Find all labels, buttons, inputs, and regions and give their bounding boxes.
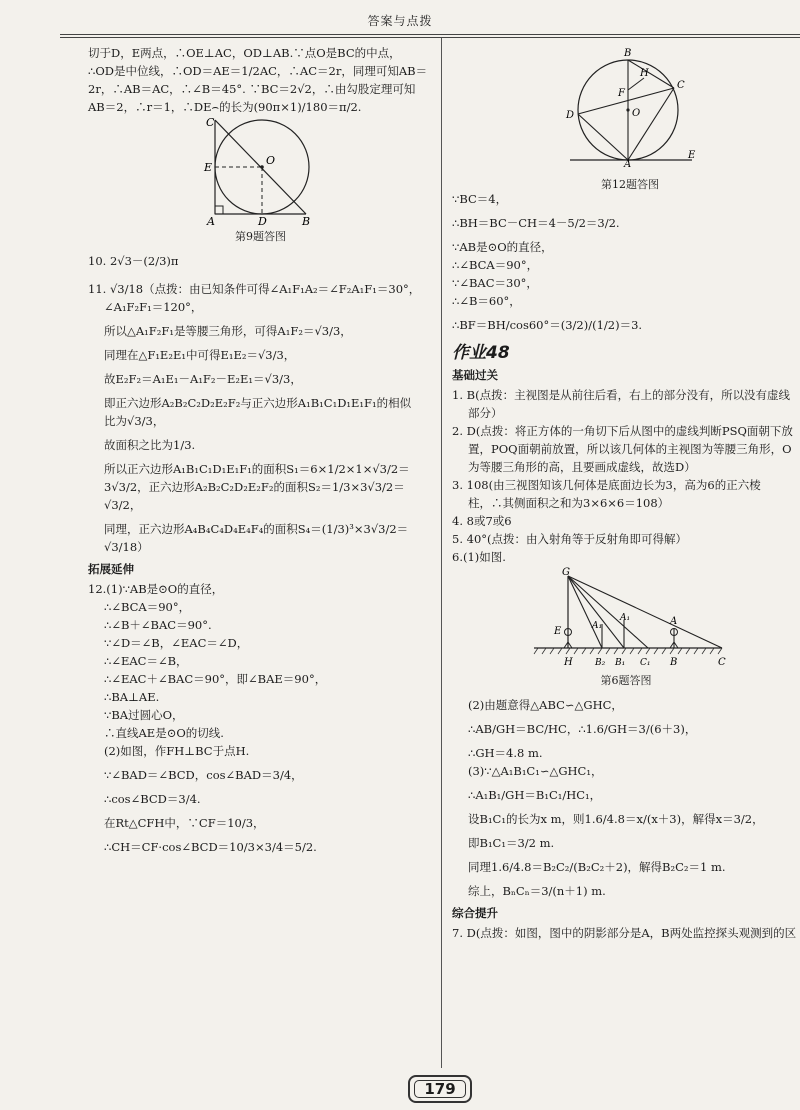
figure-9: [88, 116, 433, 226]
fig6-label-a1-second: A₁: [620, 613, 631, 623]
q11-line: 11. √3/18（点拨：由已知条件可得∠A₁F₁A₂＝∠F₂A₁F₁＝30°，: [88, 282, 421, 296]
right-column: [452, 190, 800, 942]
q12-line: 12.(1)∵AB是⊙O的直径，: [88, 582, 224, 596]
q12-line: ∴BA⊥AE.: [104, 690, 160, 704]
section-extend: 拓展延伸: [88, 562, 134, 576]
q12-line: ∴直线AE是⊙O的切线.: [104, 726, 224, 740]
fig6-label-b: B: [670, 657, 678, 668]
hw-item: 为等腰三角形的高，且要画成虚线，故选D）: [468, 460, 696, 474]
q6-line: 即B₁C₁＝3/2 m.: [468, 836, 555, 850]
q6-line: (3)∵△A₁B₁C₁∽△GHC₁，: [468, 764, 603, 778]
q6-line: (2)由题意得△ABC∽△GHC，: [468, 698, 623, 712]
fig6-label-a1: A₁: [592, 621, 603, 631]
q12-cont-line: ∵AB是⊙O的直径，: [452, 240, 553, 254]
q11-line: 同理在△F₁E₂E₁中可得E₁E₂＝√3/3，: [104, 348, 296, 362]
q9-line: 切于D，E两点，∴OE⊥AC，OD⊥AB.∵点O是BC的中点，: [88, 46, 401, 60]
hw-item: 4. 8或7或6: [452, 514, 512, 528]
q11-line: 所以正六边形A₁B₁C₁D₁E₁F₁的面积S₁＝6×1/2×1×√3/2＝: [104, 462, 410, 476]
fig9-label-a: A: [207, 215, 215, 226]
q12-line: ∵BA过圆心O，: [104, 708, 184, 722]
section-basic: 基础过关: [452, 368, 498, 382]
q11-line: ∠A₁F₂F₁＝120°，: [104, 300, 203, 314]
hw-item: 1. B(点拨：主视图是从前往后看，右上的部分没有，所以没有虚线: [452, 388, 791, 402]
hw-item: 6.(1)如图.: [452, 550, 506, 564]
q6-line: 同理1.6/4.8＝B₂C₂/(B₂C₂＋2)，解得B₂C₂＝1 m.: [468, 860, 726, 874]
q12-cont-line: ∵∠BAC＝30°，: [452, 276, 538, 290]
fig6-label-a: A: [670, 616, 678, 627]
fig9-label-c: C: [206, 116, 215, 129]
q12-line: 在Rt△CFH中，∵CF＝10/3，: [104, 816, 265, 830]
fig6-label-c: C: [718, 657, 726, 668]
hw-item: 3. 108(由三视图知该几何体是底面边长为3，高为6的正六棱: [452, 478, 761, 492]
q6-line: 设B₁C₁的长为x m，则1.6/4.8＝x/(x＋3)，解得x＝3/2，: [468, 812, 764, 826]
q12-cont-line: ∵BC＝4，: [452, 192, 508, 206]
fig12-label-b: B: [624, 48, 632, 59]
figure-6: [452, 566, 792, 670]
q12-line: ∴cos∠BCD＝3/4.: [104, 792, 201, 806]
page-header: 答案与点拨: [367, 14, 433, 28]
q6-line: ∴A₁B₁/GH＝B₁C₁/HC₁，: [468, 788, 602, 802]
q11-line: 故面积之比为1/3.: [104, 438, 196, 452]
fig6-label-c1: C₁: [640, 658, 651, 668]
fig12-label-h: H: [640, 68, 649, 79]
q12-line: ∴CH＝CF·cos∠BCD＝10/3×3/4＝5/2.: [104, 840, 317, 854]
hw-item: 5. 40°(点拨：由入射角等于反射角即可得解）: [452, 532, 687, 546]
fig12-caption: 第12题答图: [601, 178, 659, 191]
q9-line: ∴OD是中位线，∴OD＝AE＝1/2AC，∴AC＝2r，同理可知AB＝: [88, 64, 428, 78]
fig9-label-b: B: [302, 215, 311, 226]
hw-item: 柱，∴其侧面积之和为3×6×6＝108）: [468, 496, 670, 510]
q10-answer: 10. 2√3－(2/3)π: [88, 254, 179, 268]
q7-line: 7. D(点拨：如图，图中的阴影部分是A，B两处监控探头观测到的区: [452, 926, 797, 940]
q11-line: √3/18）: [104, 540, 149, 554]
q12-cont-line: ∴BH＝BC－CH＝4－5/2＝3/2.: [452, 216, 620, 230]
q9-line: AB＝2，∴r＝1，∴DE⌢的长为(90π×1)/180＝π/2.: [88, 100, 362, 114]
fig12-label-f: F: [618, 88, 625, 99]
q11-line: 3√3/2，正六边形A₂B₂C₂D₂E₂F₂的面积S₂＝1/3×3√3/2＝√3/2，: [104, 480, 405, 512]
q12-line: ∴∠EAC＝∠B，: [104, 654, 188, 668]
q12-cont-line: ∴∠B＝60°，: [452, 294, 521, 308]
hw-item: 部分）: [468, 406, 503, 420]
fig6-label-h: H: [564, 657, 573, 668]
fig12-label-e: E: [688, 150, 696, 161]
fig12-label-o: O: [632, 108, 641, 119]
fig9-label-e: E: [204, 161, 213, 174]
q11-line: 即正六边形A₂B₂C₂D₂E₂F₂与正六边形A₁B₁C₁D₁E₁F₁的相似: [104, 396, 412, 410]
q12-line: ∴∠B＋∠BAC＝90°.: [104, 618, 212, 632]
q11-line: 所以△A₁F₂F₁是等腰三角形，可得A₁F₂＝√3/3，: [104, 324, 352, 338]
header-rule: [60, 34, 800, 35]
fig12-label-d: D: [566, 110, 575, 121]
fig6-label-b1: B₁: [615, 658, 626, 668]
page-number: 179: [408, 1075, 472, 1103]
fig12-label-a: A: [624, 159, 632, 168]
q11-line: 比为√3/3，: [104, 414, 165, 428]
header-rule-2: [60, 37, 800, 38]
q12-line: ∴∠BCA＝90°，: [104, 600, 191, 614]
column-divider: [441, 38, 442, 1068]
fig9-label-o: O: [266, 154, 276, 167]
q6-line: ∴GH＝4.8 m.: [468, 746, 543, 760]
homework-title: 作业48: [452, 343, 510, 363]
q12-line: ∵∠D＝∠B，∠EAC＝∠D，: [104, 636, 249, 650]
hw-item: 2. D(点拨：将正方体的一角切下后从图中的虚线判断PSQ面朝下放: [452, 424, 793, 438]
fig12-label-c: C: [677, 80, 685, 91]
q12-line: ∵∠BAD＝∠BCD，cos∠BAD＝3/4，: [104, 768, 303, 782]
q11-line: 故E₂F₂＝A₁E₁－A₁F₂－E₂E₁＝√3/3，: [104, 372, 302, 386]
section-comprehensive: 综合提升: [452, 906, 498, 920]
q12-line: (2)如图，作FH⊥BC于点H.: [104, 744, 250, 758]
q12-line: ∴∠EAC＋∠BAC＝90°，即∠BAE＝90°，: [104, 672, 327, 686]
q6-line: ∴AB/GH＝BC/HC，∴1.6/GH＝3/(6＋3)，: [468, 722, 697, 736]
q12-cont-line: ∴∠BCA＝90°，: [452, 258, 539, 272]
q9-line: 2r，∴AB＝AC，∴∠B＝45°. ∵BC＝2√2，∴由勾股定理可知: [88, 82, 416, 96]
q11-line: 同理，正六边形A₄B₄C₄D₄E₄F₄的面积S₄＝(1/3)³×3√3/2＝: [104, 522, 409, 536]
fig6-caption: 第6题答图: [600, 674, 652, 687]
fig6-label-g: G: [562, 567, 570, 578]
hw-item: 置，POQ面朝前放置，所以该几何体的主视图为等腰三角形，O: [468, 442, 792, 456]
fig9-label-d: D: [258, 215, 267, 226]
left-column: [88, 44, 433, 856]
fig6-label-b2: B₂: [595, 658, 606, 668]
fig9-caption: 第9题答图: [235, 230, 286, 243]
figure-12: [560, 44, 700, 168]
q6-line: 综上，BₙCₙ＝3/(n＋1) m.: [468, 884, 606, 898]
q12-cont-line: ∴BF＝BH/cos60°＝(3/2)/(1/2)＝3.: [452, 318, 643, 332]
fig6-label-e: E: [554, 626, 562, 637]
